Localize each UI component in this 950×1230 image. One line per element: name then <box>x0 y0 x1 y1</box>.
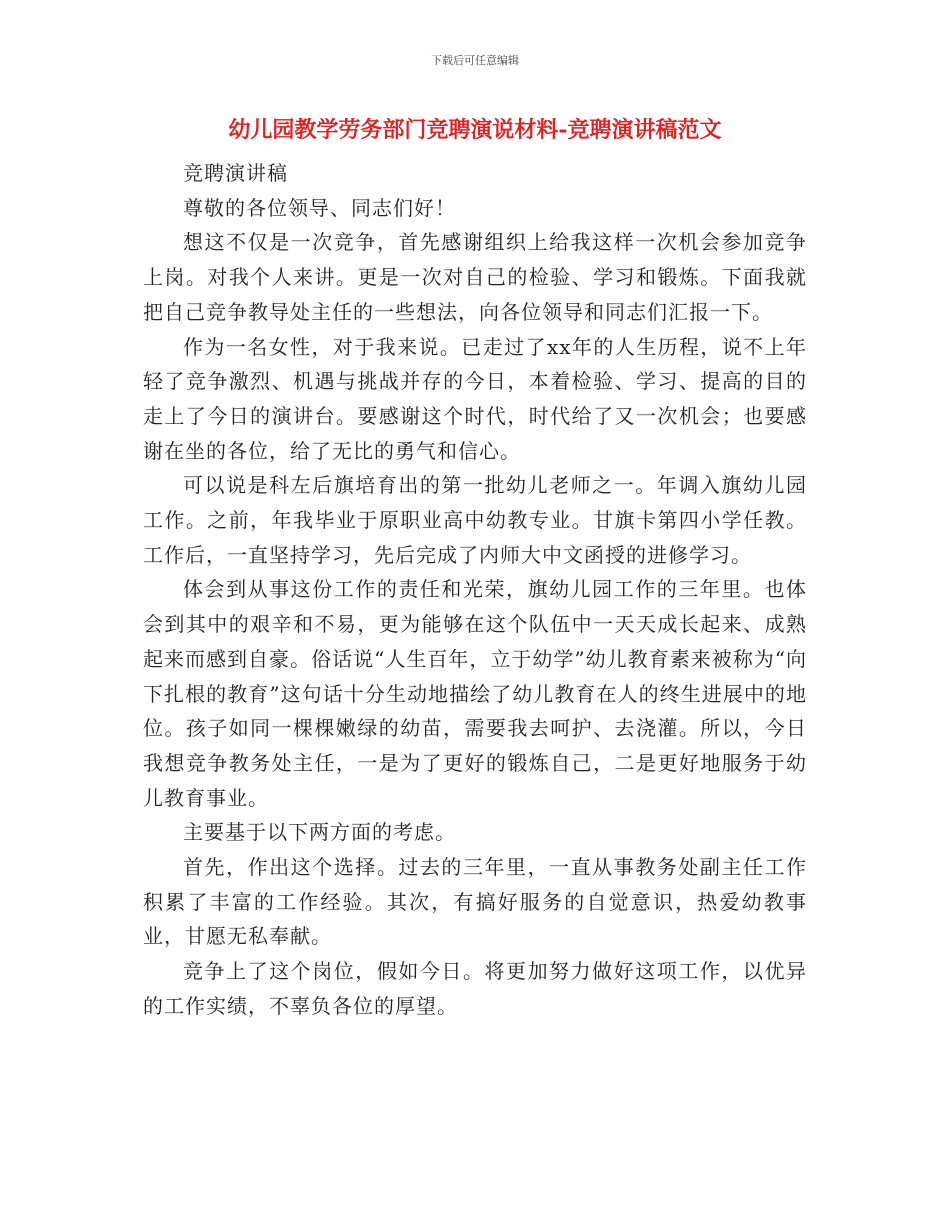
paragraph: 作为一名女性，对于我来说。已走过了xx年的人生历程，说不上年轻了竞争激烈、机遇与挑战并存的今日，本着检验、学习、提高的目的走上了今日的演讲台。要感谢这个时代，时代给了又一次机会；也要感谢在坐的各位，给了无比的勇气和信心。 <box>143 334 807 463</box>
paragraph: 想这不仅是一次竞争，首先感谢组织上给我这样一次机会参加竞争上岗。对我个人来讲。更是一次对自己的检验、学习和锻炼。下面我就把自己竞争教导处主任的一些想法，向各位领导和同志们汇报一下。 <box>143 230 807 324</box>
paragraph: 体会到从事这份工作的责任和光荣，旗幼儿园工作的三年里。也体会到其中的艰辛和不易，更为能够在这个队伍中一天天成长起来、成熟起来而感到自豪。俗话说“人生百年，立于幼学”幼儿教育素来被称为“向下扎根的教育”这句话十分生动地描绘了幼儿教育在人的终生进展中的地位。孩子如同一棵棵嫩绿的幼苗，需要我去呵护、去浇灌。所以，今日我想竞争教务处主任，一是为了更好的锻炼自己，二是更好地服务于幼儿教育事业。 <box>143 577 807 810</box>
header-note: 下载后可任意编辑 <box>431 54 519 67</box>
document-body <box>143 156 807 1024</box>
paragraph: 竞聘演讲稿 <box>183 161 288 185</box>
paragraph: 尊敬的各位领导、同志们好！ <box>183 195 456 220</box>
paragraph: 主要基于以下两方面的考虑。 <box>183 820 456 845</box>
document-title: 幼儿园教学劳务部门竞聘演说材料-竞聘演讲稿范文 <box>228 117 722 143</box>
paragraph: 首先，作出这个选择。过去的三年里，一直从事教务处副主任工作 积累了丰富的工作经验。其次，有搞好服务的自觉意识，热爱幼教事业，甘愿无私奉献。 <box>143 855 807 949</box>
paragraph: 可以说是科左后旗培育出的第一批幼儿老师之一。年调入旗幼儿园工作。之前，年我毕业于原职业高中幼教专业。甘旗卡第四小学任教。工作后，一直坚持学习，先后完成了内师大中文函授的进修学习。 <box>143 473 807 567</box>
paragraph: 竞争上了这个岗位，假如今日。将更加努力做好这项工作，以优异的工作实绩，不辜负各位的厚望。 <box>143 959 807 1018</box>
